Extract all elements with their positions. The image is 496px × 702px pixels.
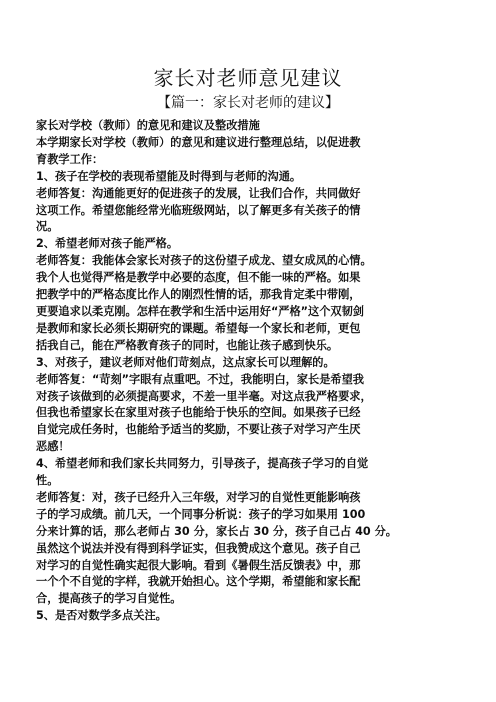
paragraph-line: 2、希望老师对孩子能严格。	[36, 237, 179, 251]
paragraph-line: 分来计算的话，那么老师占 30 分，家长占 30 分，孩子自己占 40 分。	[36, 524, 397, 538]
paragraph-line: 但我也希望家长在家里对孩子也能给于快乐的空间。如果孩子已经	[36, 406, 361, 420]
paragraph-line: 是教师和家长必须长期研究的课题。希望每一个家长和老师，更包	[36, 321, 361, 335]
paragraph-line: 3、对孩子，建议老师对他们苛刻点，这点家长可以理解的。	[36, 355, 335, 369]
paragraph-line: 5、是否对数学多点关注。	[36, 609, 167, 623]
paragraph-line: 老师答复：我能体会家长对孩子的这份望子成龙、望女成凤的心情。	[36, 254, 372, 268]
paragraph-line: 老师答复：“苛刻”字眼有点重吧。不过，我能明白，家长是希望我	[36, 372, 364, 386]
paragraph-line: 恶感！	[36, 440, 70, 454]
paragraph-line: 育教学工作：	[36, 152, 104, 166]
paragraph-line: 一个个不自觉的字样，我就开始担心。这个学期，希望能和家长配	[36, 575, 361, 589]
paragraph-line: 这项工作。希望您能经常光临班级网站，以了解更多有关孩子的情	[36, 203, 361, 217]
paragraph-line: 子的学习成绩。前几天，一个同事分析说：孩子的学习如果用 100	[36, 507, 366, 521]
paragraph-line: 对孩子该做到的必须提高要求，不差一里半毫。对这点我严格要求，	[36, 389, 372, 403]
paragraph-line: 性。	[36, 474, 59, 488]
document-subtitle: 【篇一：家长对老师的建议】	[157, 95, 339, 111]
document-title: 家长对老师意见建议	[153, 66, 343, 90]
paragraph-line: 本学期家长对学校（教师）的意见和建议进行整理总结，以促进教	[36, 135, 361, 149]
paragraph-line: 老师答复：沟通能更好的促进孩子的发展，让我们合作，共同做好	[36, 186, 361, 200]
paragraph-line: 自觉完成任务时，也能给予适当的奖励，不要让孩子对学习产生厌	[36, 423, 361, 437]
paragraph-line: 对学习的自觉性确实起很大影响。看到《暑假生活反馈表》中，那	[36, 558, 361, 572]
paragraph-line: 况。	[36, 220, 59, 234]
paragraph-line: 4、希望老师和我们家长共同努力，引导孩子，提高孩子学习的自觉	[36, 457, 369, 471]
paragraph-line: 合，提高孩子的学习自觉性。	[36, 592, 182, 606]
paragraph-line: 1、孩子在学校的表现希望能及时得到与老师的沟通。	[36, 169, 302, 183]
paragraph-line: 家长对学校（教师）的意见和建议及整改措施	[36, 119, 260, 132]
paragraph-line: 更要追求以柔克刚。怎样在教学和生活中运用好“严格”这个双韧剑	[36, 304, 364, 318]
paragraph-line: 虽然这个说法并没有得到科学证实，但我赞成这个意见。孩子自己	[36, 541, 361, 555]
paragraph-line: 老师答复：对，孩子已经升入三年级，对学习的自觉性更能影响孩	[36, 490, 361, 504]
paragraph-line: 括我自己，能在严格教育孩子的同时，也能让孩子感到快乐。	[36, 338, 339, 352]
document-body	[36, 118, 476, 625]
paragraph-line: 我个人也觉得严格是教学中必要的态度，但不能一味的严格。如果	[36, 271, 361, 285]
paragraph-line: 把教学中的严格态度比作人的刚烈性情的话，那我肯定柔中带刚，	[36, 288, 361, 302]
